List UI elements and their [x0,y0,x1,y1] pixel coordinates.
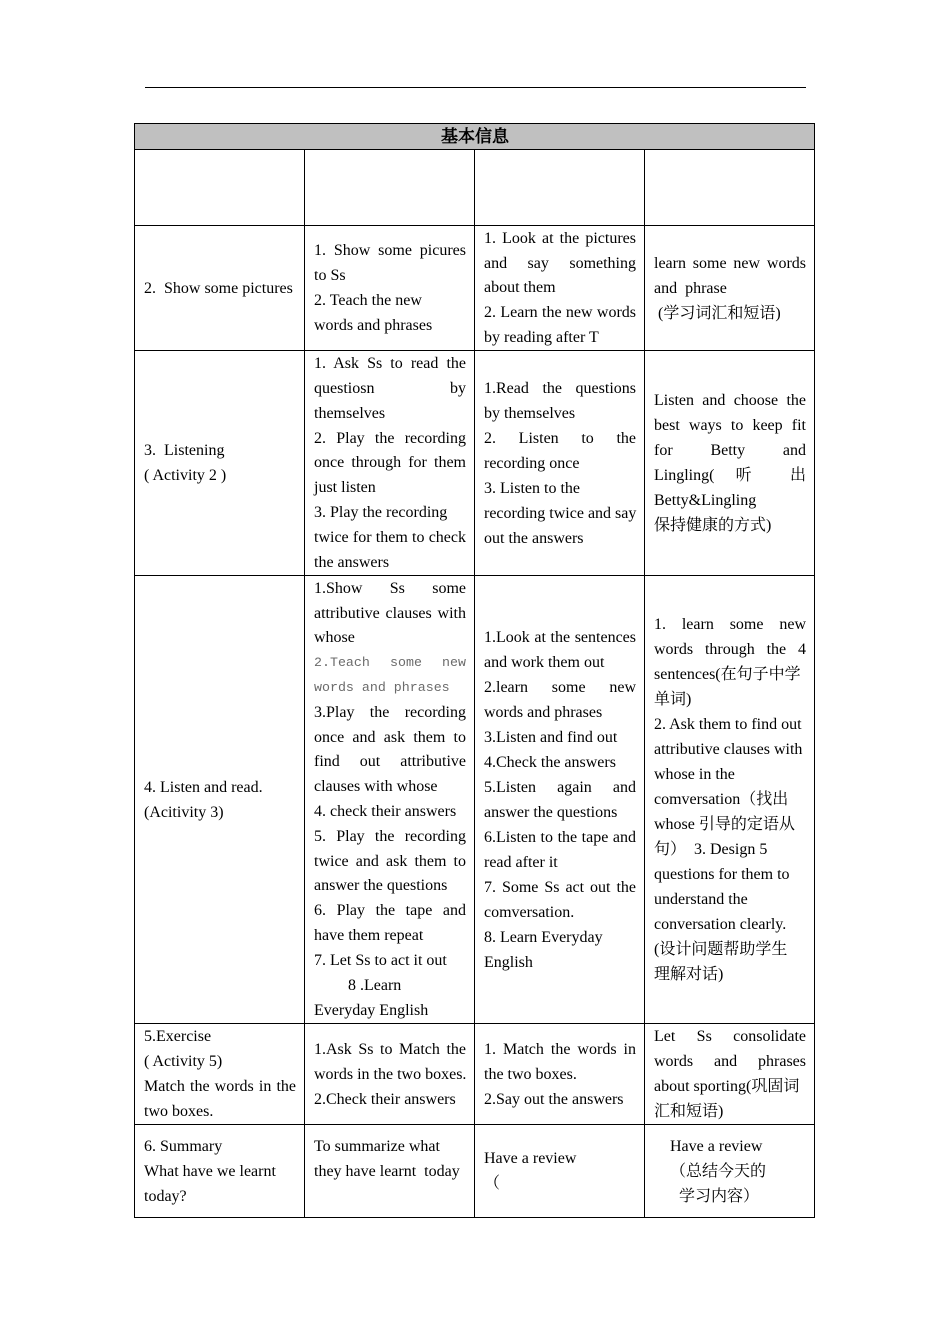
text-line: What have we learnt [144,1162,276,1180]
table-header [135,124,815,150]
text-line: Have a review [670,1137,763,1155]
text-line: questions for them to [654,866,790,883]
student-activity-cell [475,351,645,576]
table-title: 基本信息 [441,126,509,146]
text-line: recording twice and say [484,504,637,522]
text-line: 3. Listen to the [484,479,580,497]
text-line: Match the words in the [144,1078,296,1095]
text-line: today? [144,1187,187,1205]
text-line: （总结今天的 [670,1162,767,1180]
text-line: 3.Play the recording [314,704,466,721]
text-line: 保持健康的方式) [654,517,772,534]
text-line: 6. Play the tape and [314,902,466,920]
text-line: Lingling( 听 出 [654,467,806,484]
text-line: the two boxes. [484,1065,577,1083]
text-line: and say something [484,254,636,272]
text-line: 6. Summary [144,1137,223,1155]
step-cell [135,1125,305,1218]
text-line: 4. Listen and read. [144,778,263,796]
text-line: once through for them [314,454,466,472]
student-activity-cell [475,576,645,1024]
purpose-cell [645,226,815,351]
text-line: words and phrases [654,1053,806,1070]
text-line: 2.learn some new [484,678,636,696]
text-line: 2.Teach some new [314,655,466,671]
teacher-activity-cell [305,576,475,1024]
text-line: 2. Show some pictures [144,279,293,297]
text-line: conversation clearly. [654,916,787,933]
text-line: （ [484,1175,501,1192]
text-line: about them [484,279,556,297]
text-line: to Ss [314,267,346,284]
text-line: 2. Learn the new words [484,304,636,322]
text-line: 1. Show some picures [314,242,466,259]
text-line: best ways to keep fit [654,417,806,434]
text-line: themselves [314,404,386,422]
text-line: sentences(在句子中学 [654,666,801,683]
text-line: words in the two boxes. [314,1065,467,1083]
text-line: (学习词汇和短语) [658,304,781,322]
text-line: 2. Ask them to find out [654,716,802,733]
blank-cell [135,150,305,226]
text-line: 5.Exercise [144,1028,212,1045]
purpose-cell [645,351,815,576]
text-line: 1. Ask Ss to read the [314,355,466,372]
teacher-activity-cell [305,351,475,576]
text-line: twice for them to check [314,529,466,547]
text-line: ( Activity 2 ) [144,467,227,484]
text-line: 3.Listen and find out [484,728,618,746]
text-line: and work them out [484,653,605,671]
text-line: questiosn by [314,379,466,397]
text-line: 句） 3. Design 5 [654,841,768,858]
text-line: Let Ss consolidate [654,1028,806,1045]
text-line: by themselves [484,404,576,422]
text-line: 4. check their answers [314,803,457,821]
text-line: comversation（找出 [654,791,789,808]
text-line: Everyday English [314,1002,429,1020]
text-line: 3. Listening [144,442,225,459]
text-line: words through the 4 [654,641,806,658]
text-line: just listen [314,479,376,497]
student-activity-cell [475,1024,645,1125]
text-line: read after it [484,853,558,871]
text-line: once and ask them to [314,728,466,746]
teacher-activity-cell [305,226,475,351]
text-line: 5.Listen again and [484,778,636,796]
text-line: Have a review [484,1150,577,1167]
step-cell [135,1024,305,1125]
teacher-activity-cell [305,1024,475,1125]
step-cell [135,351,305,576]
text-line: about sporting(巩固词 [654,1078,800,1095]
text-line: clauses with whose [314,778,438,796]
lesson-plan-table [134,123,815,1218]
text-line: 1.Look at the sentences [484,628,636,646]
text-line: Listen and choose the [654,392,806,409]
text-line: whose [314,629,355,647]
text-line: and phrase [654,279,727,297]
text-line: 2. Listen to the [484,429,636,447]
text-line: 单词) [654,691,692,708]
step-cell [135,576,305,1024]
text-line: 理解对话) [654,966,724,983]
text-line: words and phrases [314,317,433,334]
text-line: 7. Some Ss act out the [484,878,636,896]
text-line: comversation. [484,903,575,921]
text-line: 5. Play the recording [314,828,466,846]
text-line: 3. Play the recording [314,504,448,522]
text-line: 4.Check the answers [484,753,616,771]
purpose-cell [645,1125,815,1218]
header-rule [145,87,806,88]
text-line: 7. Let Ss to act it out [314,952,447,970]
teacher-activity-cell [305,1125,475,1218]
text-line: ( Activity 5) [144,1053,223,1070]
text-line: attributive clauses with [654,741,803,758]
blank-cell [475,150,645,226]
blank-cell [645,150,815,226]
text-line: two boxes. [144,1103,214,1120]
text-line: 汇和短语) [654,1103,724,1120]
text-line: 8 .Learn [348,977,402,995]
text-line: the answers [314,553,390,571]
text-line: out the answers [484,529,584,547]
text-line: 2. Teach the new [314,292,422,309]
text-line: 6.Listen to the tape and [484,828,636,846]
text-line: 1.Read the questions [484,379,636,397]
text-line: whose 引导的定语从 [654,816,795,833]
text-line: learn some new words [654,254,806,272]
text-line: 2.Say out the answers [484,1090,624,1108]
text-line: 1.Show Ss some [314,579,466,597]
text-line: understand the [654,891,748,908]
text-line: 8. Learn Everyday [484,928,603,946]
text-line: 1.Ask Ss to Match the [314,1040,466,1058]
text-line: 1. Look at the pictures [484,230,636,247]
text-line: answer the questions [314,877,448,895]
text-line: answer the questions [484,803,618,821]
text-line: Betty&Lingling [654,492,757,509]
purpose-cell [645,1024,815,1125]
text-line: twice and ask them to [314,852,466,870]
text-line: whose in the [654,766,735,783]
text-line: recording once [484,454,580,472]
text-line: 学习内容） [679,1187,760,1205]
text-line: English [484,953,533,971]
text-line: 1. learn some new [654,616,806,633]
step-cell [135,226,305,351]
text-line: words and phrases [484,703,603,721]
student-activity-cell [475,226,645,351]
text-line: 1. Match the words in [484,1040,636,1058]
text-line: have them repeat [314,927,424,945]
text-line: by reading after T [484,329,599,347]
text-line: they have learnt today [314,1162,460,1180]
student-activity-cell [475,1125,645,1218]
blank-cell [305,150,475,226]
text-line: find out attributive [314,753,466,771]
text-line: words and phrases [314,680,450,695]
text-line: 2. Play the recording [314,429,466,447]
purpose-cell [645,576,815,1024]
text-line: To summarize what [314,1137,440,1155]
text-line: (设计问题帮助学生 [654,941,788,958]
text-line: (Acitivity 3) [144,803,224,821]
text-line: attributive clauses with [314,604,466,622]
text-line: for Betty and [654,442,806,459]
text-line: 2.Check their answers [314,1090,456,1108]
